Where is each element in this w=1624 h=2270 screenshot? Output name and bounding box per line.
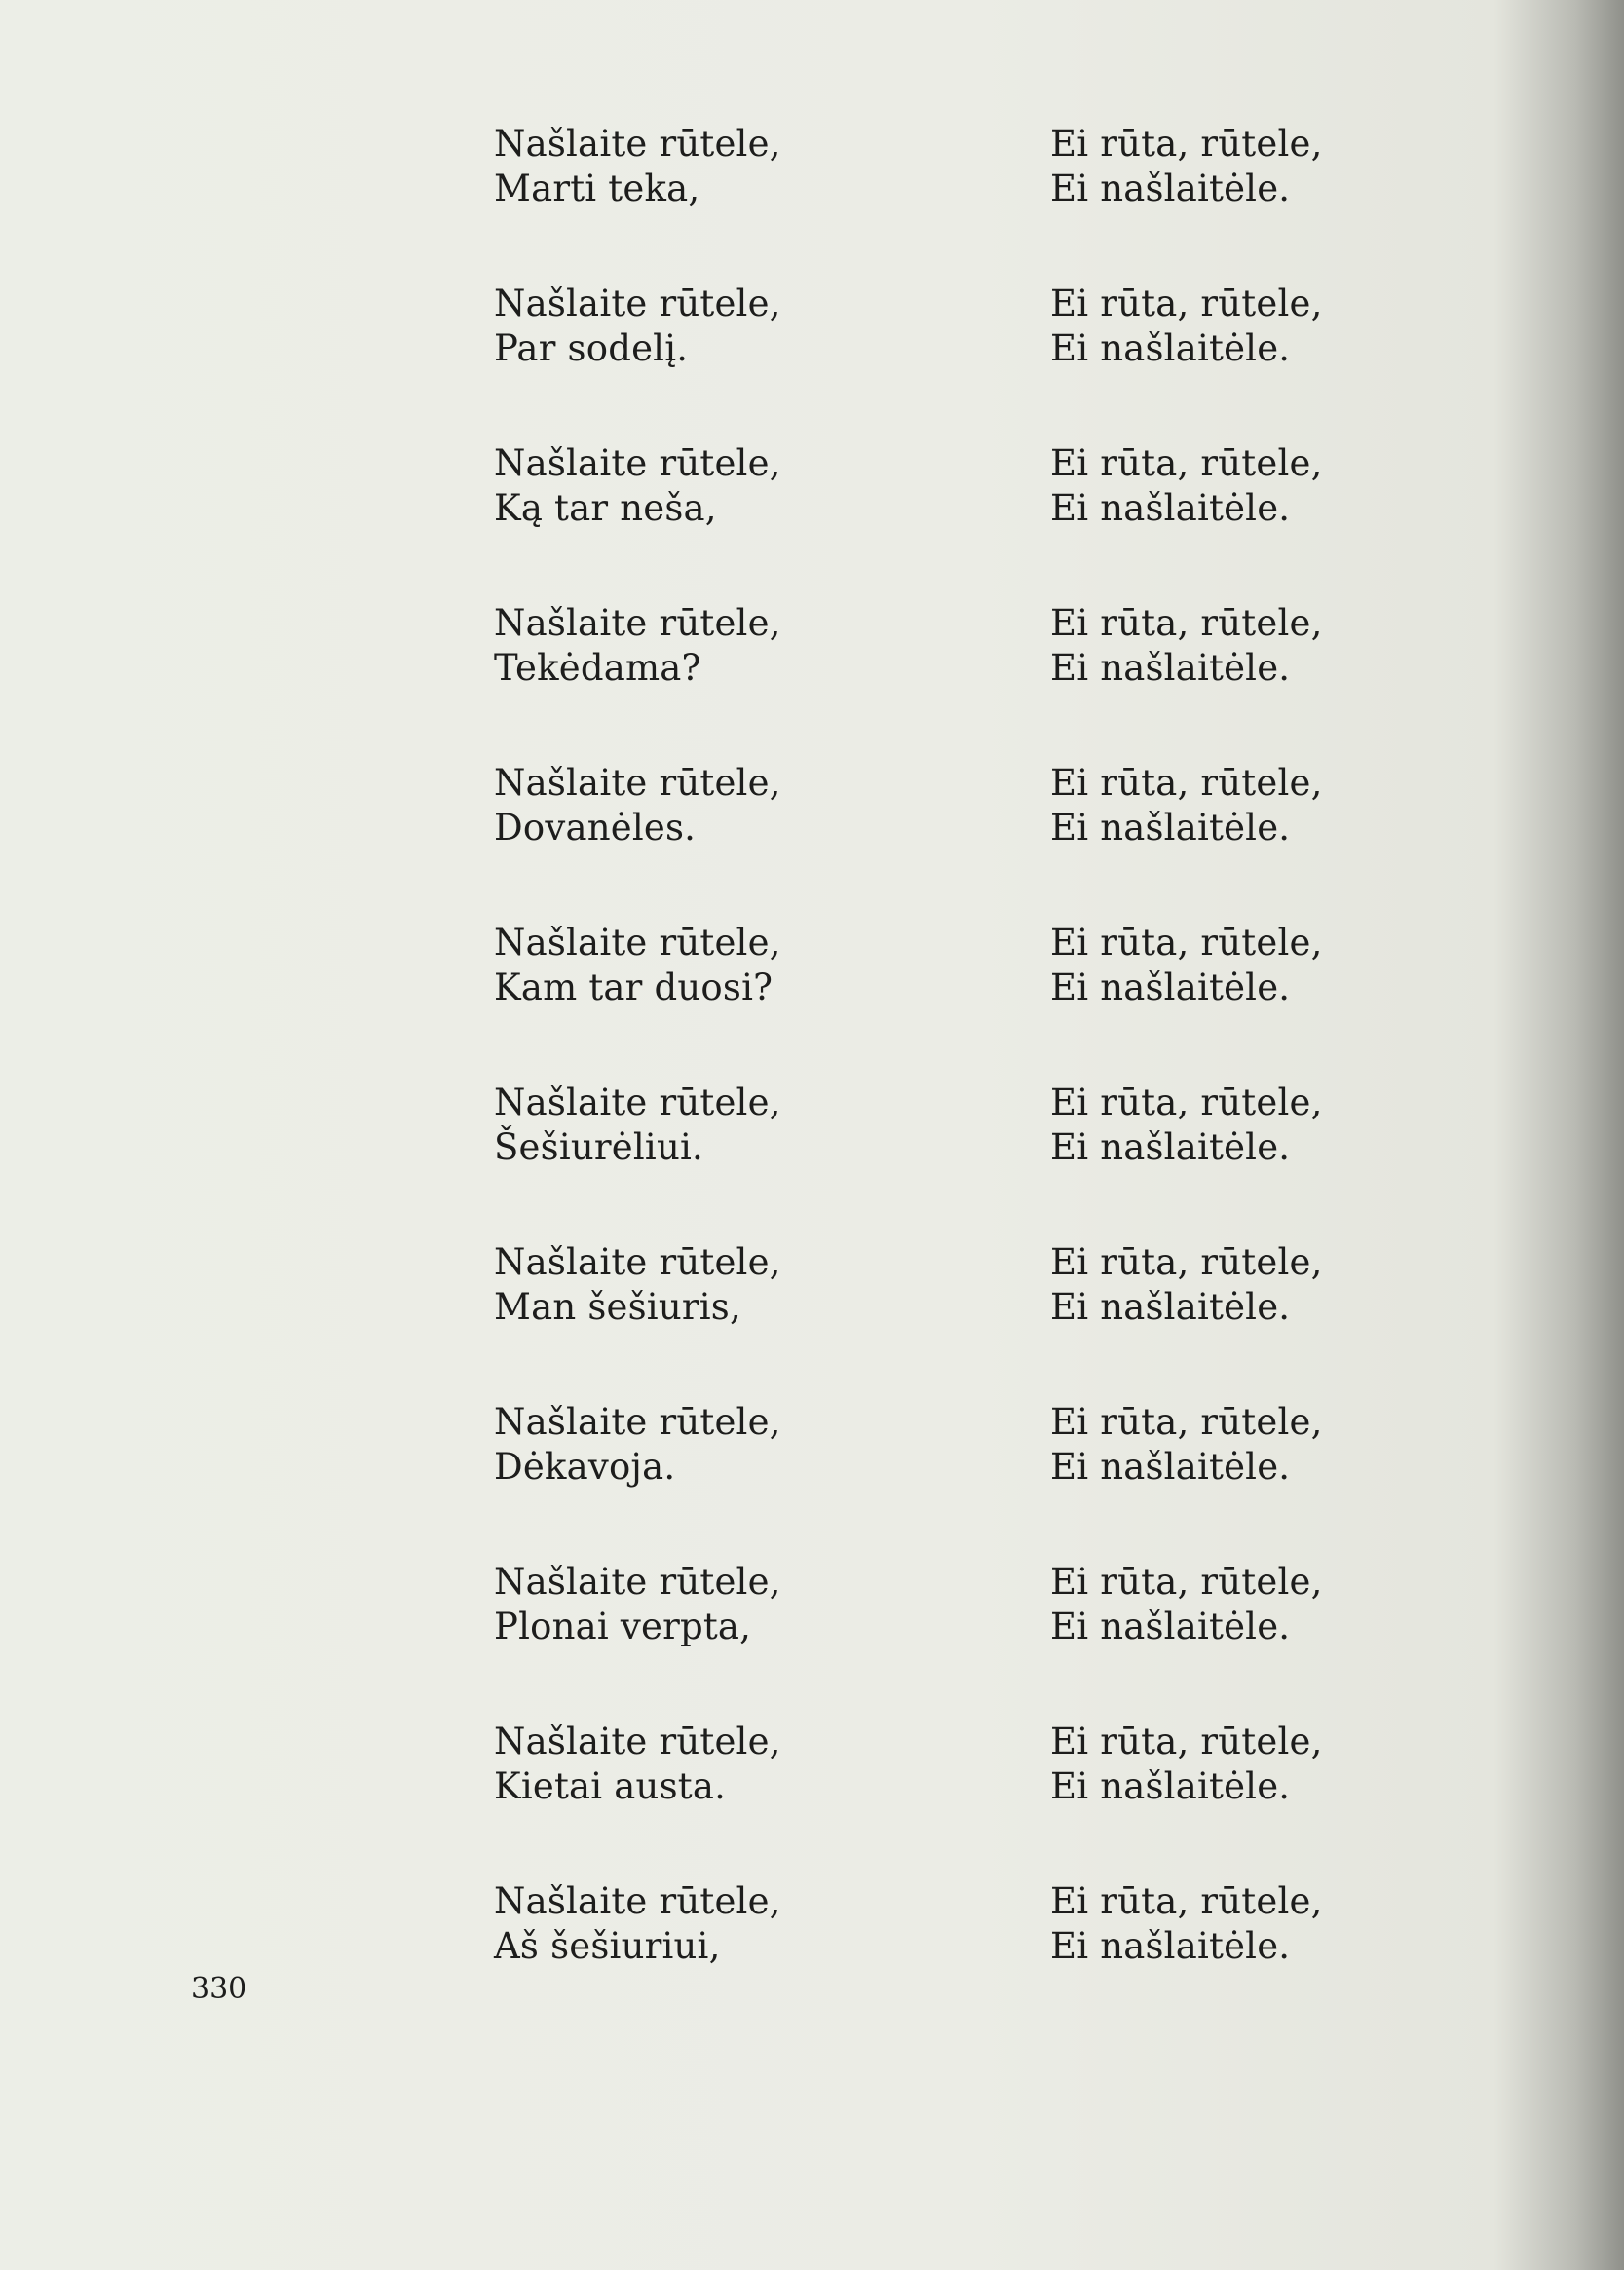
stanza-refrain-line: Ei našlaitėle. <box>1050 1925 1291 1967</box>
stanza-left-line: Našlaite rūtele, <box>494 1081 781 1123</box>
stanza <box>0 762 1624 922</box>
stanza <box>0 1241 1624 1401</box>
stanza-refrain-line: Ei našlaitėle. <box>1050 1286 1291 1328</box>
stanza-refrain-line: Ei rūta, rūtele, <box>1050 762 1323 804</box>
stanza-refrain-line: Ei našlaitėle. <box>1050 1765 1291 1807</box>
stanza <box>0 283 1624 442</box>
stanza-left-line: Našlaite rūtele, <box>494 1721 781 1762</box>
stanza-left-line: Našlaite rūtele, <box>494 442 781 484</box>
stanza-left-line: Par sodelį. <box>494 327 689 369</box>
stanza-left-line: Našlaite rūtele, <box>494 922 781 964</box>
stanza-refrain-line: Ei rūta, rūtele, <box>1050 1561 1323 1603</box>
stanza-left-line: Dovanėles. <box>494 807 697 849</box>
stanza-refrain-line: Ei našlaitėle. <box>1050 1126 1291 1168</box>
stanza-refrain-line: Ei rūta, rūtele, <box>1050 1721 1323 1762</box>
stanza-left-line: Kam tar duosi? <box>494 966 774 1008</box>
stanza-left-line: Man šešiuris, <box>494 1286 741 1328</box>
stanza <box>0 1401 1624 1561</box>
stanza-left-line: Našlaite rūtele, <box>494 283 781 324</box>
stanza-left-line: Našlaite rūtele, <box>494 1561 781 1603</box>
stanza-refrain-line: Ei našlaitėle. <box>1050 647 1291 689</box>
page-number: 330 <box>191 1972 247 2006</box>
stanza <box>0 922 1624 1081</box>
stanza <box>0 123 1624 283</box>
stanza-refrain-line: Ei rūta, rūtele, <box>1050 922 1323 964</box>
stanza-refrain-line: Ei našlaitėle. <box>1050 1606 1291 1647</box>
stanza-refrain-line: Ei rūta, rūtele, <box>1050 1401 1323 1443</box>
stanza-refrain-line: Ei rūta, rūtele, <box>1050 123 1323 165</box>
stanza-left-line: Našlaite rūtele, <box>494 1401 781 1443</box>
stanza-refrain-line: Ei rūta, rūtele, <box>1050 442 1323 484</box>
stanza-left-line: Našlaite rūtele, <box>494 762 781 804</box>
stanza-refrain-line: Ei našlaitėle. <box>1050 487 1291 529</box>
stanza-left-line: Plonai verpta, <box>494 1606 752 1647</box>
stanza-refrain-line: Ei našlaitėle. <box>1050 966 1291 1008</box>
stanza-refrain-line: Ei rūta, rūtele, <box>1050 283 1323 324</box>
stanza <box>0 602 1624 762</box>
stanza <box>0 1721 1624 1880</box>
stanza <box>0 442 1624 602</box>
stanza-refrain-line: Ei našlaitėle. <box>1050 327 1291 369</box>
stanza-refrain-line: Ei našlaitėle. <box>1050 168 1291 209</box>
song-text <box>0 123 1624 2040</box>
stanza-left-line: Našlaite rūtele, <box>494 602 781 644</box>
stanza-refrain-line: Ei rūta, rūtele, <box>1050 1081 1323 1123</box>
stanza-left-line: Aš šešiuriui, <box>494 1925 721 1967</box>
stanza-left-line: Ką tar neša, <box>494 487 717 529</box>
stanza-left-line: Šešiurėliui. <box>494 1126 703 1168</box>
stanza-left-line: Našlaite rūtele, <box>494 1241 781 1283</box>
stanza-left-line: Dėkavoja. <box>494 1446 676 1488</box>
stanza-left-line: Tekėdama? <box>494 647 701 689</box>
stanza-left-line: Našlaite rūtele, <box>494 1880 781 1922</box>
stanza-refrain-line: Ei rūta, rūtele, <box>1050 1241 1323 1283</box>
stanza <box>0 1561 1624 1721</box>
stanza-left-line: Marti teka, <box>494 168 700 209</box>
stanza-refrain-line: Ei rūta, rūtele, <box>1050 602 1323 644</box>
stanza-refrain-line: Ei našlaitėle. <box>1050 807 1291 849</box>
stanza <box>0 1081 1624 1241</box>
stanza-left-line: Kietai austa. <box>494 1765 727 1807</box>
stanza-refrain-line: Ei našlaitėle. <box>1050 1446 1291 1488</box>
stanza-refrain-line: Ei rūta, rūtele, <box>1050 1880 1323 1922</box>
stanza <box>0 1880 1624 2040</box>
stanza-left-line: Našlaite rūtele, <box>494 123 781 165</box>
